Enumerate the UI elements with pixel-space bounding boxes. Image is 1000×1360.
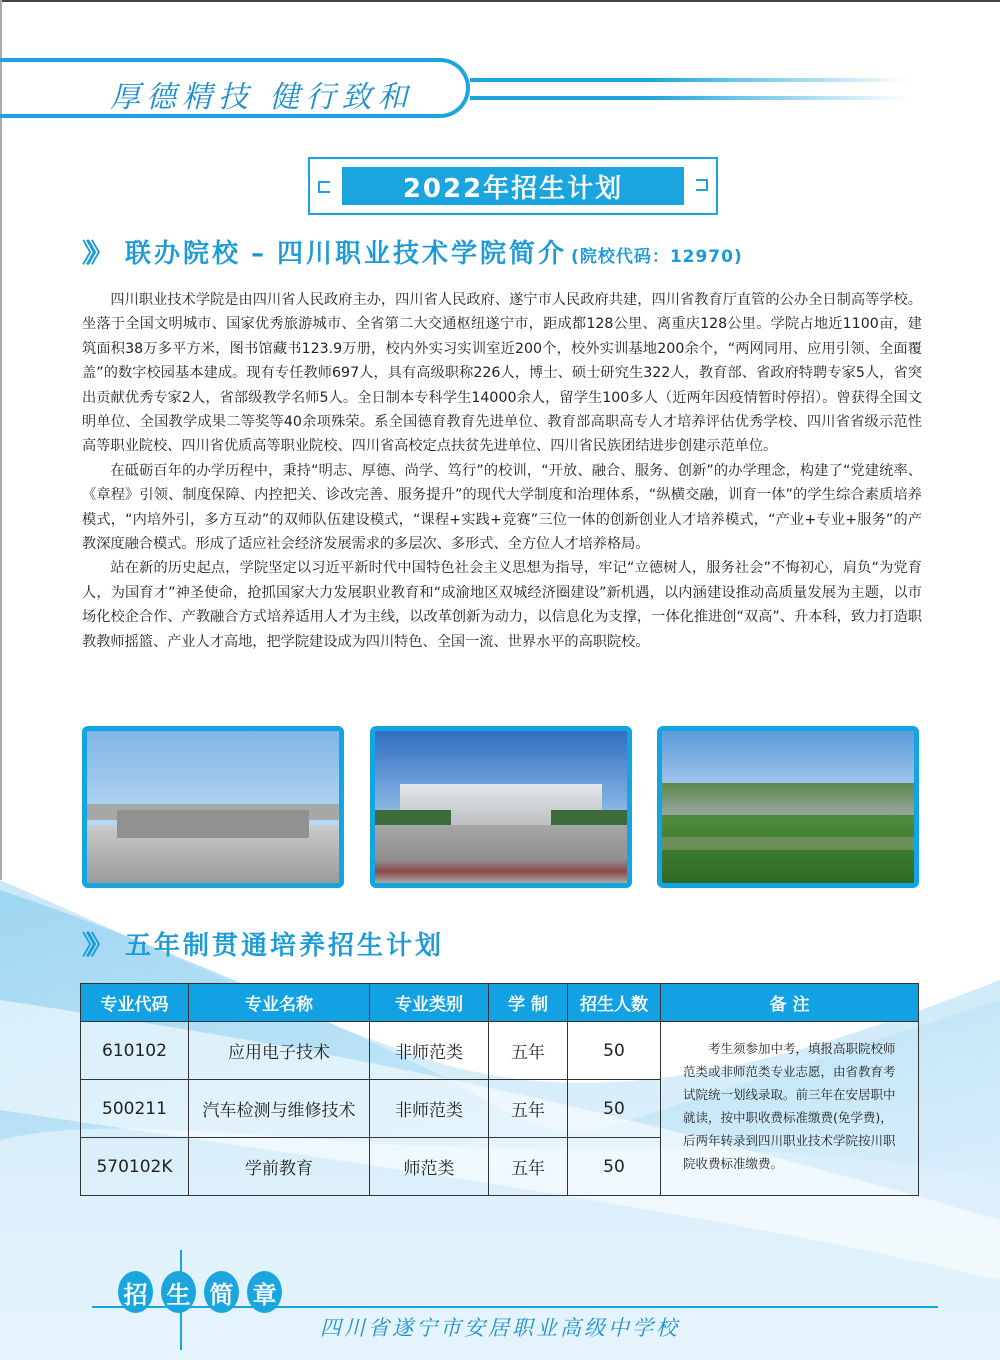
motto-text: 厚德精技 健行致和 — [110, 80, 414, 115]
page-frame-top — [0, 0, 1000, 2]
major-name: 汽车检测与维修技术 — [189, 1080, 370, 1138]
five-year-plan-heading — [82, 925, 444, 962]
note-text: 考生须参加中考，填报高职院校师范类或非师范类专业志愿，由省教育考试院统一划线录取。前三年在安居职中就读，按中职收费标准缴费(免学费)，后两年转录到四川职业技术学院按川职院收费标准缴费。 — [683, 1040, 896, 1171]
major-code: 610102 — [81, 1022, 189, 1080]
enrollment-plan-table — [80, 983, 919, 1196]
double-chevron-right-icon: 》》 — [82, 239, 106, 269]
table-header-row — [81, 984, 919, 1022]
heading-prefix: 联办院校 — [125, 239, 242, 269]
double-chevron-right-icon: 》》 — [82, 931, 106, 961]
five-year-plan-title: 五年制贯通培养招生计划 — [125, 931, 445, 961]
corner-bracket-right — [696, 179, 708, 191]
table-row — [81, 1022, 919, 1080]
major-category: 师范类 — [370, 1138, 489, 1196]
header-quota: 招生人数 — [568, 984, 661, 1022]
header-major-code: 专业代码 — [81, 984, 189, 1022]
intro-paragraph: 四川职业技术学院是由四川省人民政府主办，四川省人民政府、遂宁市人民政府共建，四川省教育厅直管的公办全日制高等学校。坐落于全国文明城市、国家优秀旅游城市、全省第二大交通枢纽遂宁市，距成都128公里、离重庆128公里。学院占地近1100亩，建筑面积38万多平方米，图书馆藏书123.9万册，校内外实习实训室近200个，校外实训基地200余个，“两网同用、应用引领、全面覆盖”的数字校园基本建成。现有专任教师697人，具有高级职称226人，博士、硕士研究生322人，教育部、省政府特聘专家5人，省突出贡献优秀专家2人，省部级教学名师5人。全日制本专科学生14000余人，留学生100多人（近两年因疫情暂时停招）。曾获得全国文明单位、全国教学成果二等奖等40余项殊荣。系全国德育教育先进单位、教育部高职高专人才培养评估优秀学校、四川省省级示范性高等职业院校、四川省优质高等职业院校、四川省高校定点扶贫先进单位、四川省民族团结进步创建示范单位。 — [82, 292, 922, 455]
quota: 50 — [568, 1022, 661, 1080]
campus-gate-photo — [82, 726, 344, 888]
note-cell — [661, 1022, 919, 1196]
footer-school-name: 四川省遂宁市安居职业高级中学校 — [320, 1316, 680, 1340]
college-code: (院校代码：12970) — [571, 247, 743, 267]
duration: 五年 — [489, 1022, 568, 1080]
duration: 五年 — [489, 1138, 568, 1196]
plan-title: 2022年招生计划 — [342, 167, 684, 205]
header-duration: 学 制 — [489, 984, 568, 1022]
header-note: 备 注 — [661, 984, 919, 1022]
major-name: 学前教育 — [189, 1138, 370, 1196]
major-code: 500211 — [81, 1080, 189, 1138]
major-code: 570102K — [81, 1138, 189, 1196]
college-intro-body — [82, 288, 922, 654]
campus-plaza-photo — [370, 726, 632, 888]
duration: 五年 — [489, 1080, 568, 1138]
badge-char: 简 — [204, 1271, 239, 1313]
badge-char: 生 — [161, 1271, 196, 1313]
major-name: 应用电子技术 — [189, 1022, 370, 1080]
header-major-category: 专业类别 — [370, 984, 489, 1022]
intro-paragraph: 在砥砺百年的办学历程中，秉持“明志、厚德、尚学、笃行”的校训，“开放、融合、服务、创新”的办学理念，构建了“党建统率、《章程》引领、制度保障、内控把关、诊改完善、服务提升”的现代大学制度和治理体系，“纵横交融，训育一体”的学生综合素质培养模式，“内培外引，多方互动”的双师队伍建设模式，“课程+实践+竞赛”三位一体的创新创业人才培养模式，“产业+专业+服务”的产教深度融合模式。形成了适应社会经济发展需求的多层次、多形式、全方位人才培养格局。 — [82, 462, 922, 553]
brochure-badges — [118, 1271, 282, 1313]
intro-paragraph: 站在新的历史起点，学院坚定以习近平新时代中国特色社会主义思想为指导，牢记“立德树人，服务社会”不悔初心，肩负“为党育人，为国育才”神圣使命，抢抓国家大力发展职业教育和“成渝地区双城经济圈建设”新机遇，以内涵建设推动高质量发展为主题，以市场化校企合作、产教融合方式培养适用人才为主线，以改革创新为动力，以信息化为支撑，一体化推进创“双高”、升本科，致力打造职教教师摇篮、产业人才高地，把学院建设成为四川特色、全国一流、世界水平的高职院校。 — [82, 560, 922, 650]
plan-title-box — [308, 157, 718, 215]
heading-dash: – — [251, 239, 268, 269]
college-intro-heading — [82, 233, 743, 270]
badge-char: 章 — [247, 1271, 282, 1313]
motto-line-bottom — [470, 96, 910, 100]
header-major-name: 专业名称 — [189, 984, 370, 1022]
major-category: 非师范类 — [370, 1022, 489, 1080]
badge-char: 招 — [118, 1271, 153, 1313]
motto-line-top — [470, 78, 910, 82]
heading-college-name: 四川职业技术学院简介 — [277, 239, 568, 269]
corner-bracket-left — [318, 181, 330, 193]
campus-aerial-photo — [657, 726, 919, 888]
major-category: 非师范类 — [370, 1080, 489, 1138]
quota: 50 — [568, 1138, 661, 1196]
quota: 50 — [568, 1080, 661, 1138]
